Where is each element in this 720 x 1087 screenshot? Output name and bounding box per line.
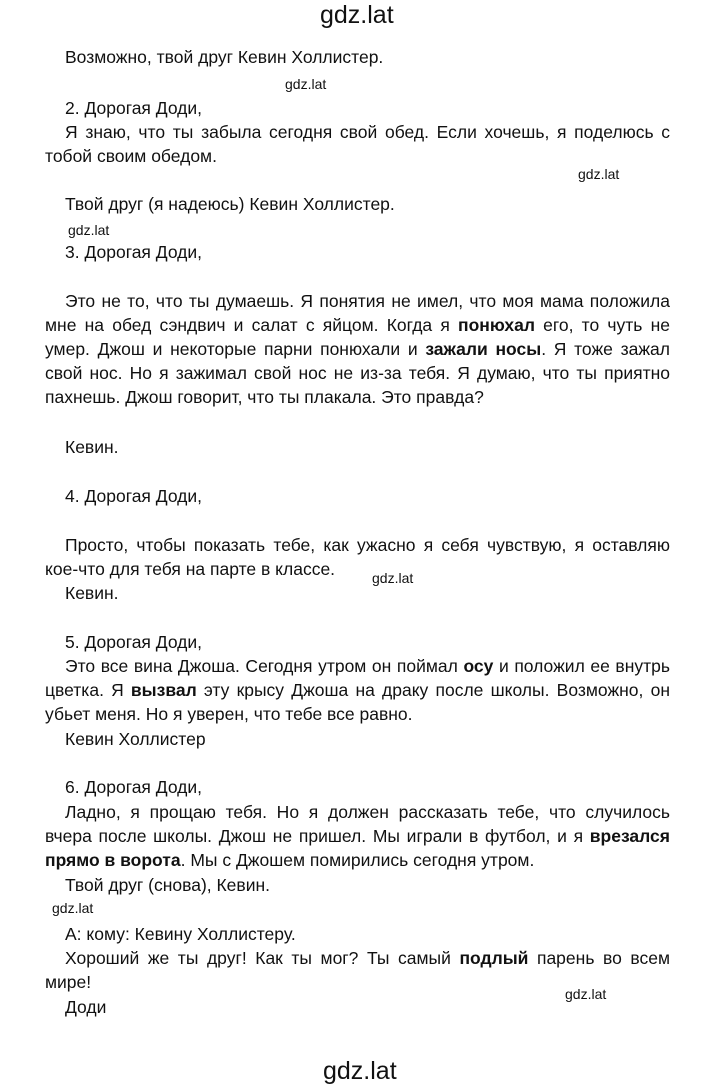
letter-2-body: Я знаю, что ты забыла сегодня свой обед. Если хочешь, я поделюсь с тобой своим обедом. <box>45 122 670 166</box>
bold-word: подлый <box>459 948 529 968</box>
letter-6-body: Ладно, я прощаю тебя. Но я должен рассказать тебе, что случилось вчера после школы. Джош не пришел. Мы играли в футбол, и я врезался прямо в ворота. Мы с Джошем помирились сегодня утром. <box>45 802 670 870</box>
letter-4-body: Просто, чтобы показать тебе, как ужасно я себя чувствую, я оставляю кое-что для тебя на парте в классе. <box>45 535 670 579</box>
letter-5-body: Это все вина Джоша. Сегодня утром он поймал осу и положил ее внутрь цветка. Я вызвал эту крысу Джоша на драку после школы. Возможно, он убьет меня. Но я уверен, что тебе все равно. <box>45 656 670 724</box>
bold-phrase: врезался прямо в ворота <box>45 826 670 870</box>
watermark: gdz.lat <box>578 166 620 182</box>
letter-4-greeting: 4. Дорогая Доди, <box>65 486 203 506</box>
letter-1-signature: Возможно, твой друг Кевин Холлистер. <box>65 47 384 67</box>
watermark: gdz.lat <box>565 986 607 1002</box>
reply-signature: Доди <box>65 997 107 1017</box>
letter-3-body: Это не то, что ты думаешь. Я понятия не имел, что моя мама положила мне на обед сэндвич и салат с яйцом. Когда я понюхал его, то чуть не умер. Джош и некоторые парни понюхали и зажали носы. Я тоже зажал свой нос. Но я зажимал свой нос не из-за тебя. Я думаю, что ты приятно пахнешь. Джош говорит, что ты плакала. Это правда? <box>45 291 670 407</box>
bold-phrase: зажали носы <box>425 339 542 359</box>
watermark-bottom: gdz.lat <box>323 1057 397 1085</box>
watermark: gdz.lat <box>52 900 94 916</box>
letter-6-greeting: 6. Дорогая Доди, <box>65 777 203 797</box>
answer-line: А: кому: Кевину Холлистеру. <box>65 924 296 944</box>
letter-6-signature: Твой друг (снова), Кевин. <box>65 875 271 895</box>
watermark-top: gdz.lat <box>320 1 394 29</box>
letter-5-greeting: 5. Дорогая Доди, <box>65 632 203 652</box>
bold-word: осу <box>463 656 494 676</box>
bold-word: вызвал <box>130 680 197 700</box>
letter-3-greeting: 3. Дорогая Доди, <box>65 242 203 262</box>
bold-word: понюхал <box>458 315 535 335</box>
letter-2-greeting: 2. Дорогая Доди, <box>65 98 203 118</box>
letter-5-signature: Кевин Холлистер <box>65 729 206 749</box>
letter-4-signature: Кевин. <box>65 583 119 603</box>
watermark: gdz.lat <box>372 570 414 586</box>
watermark: gdz.lat <box>68 222 110 238</box>
letter-3-signature: Кевин. <box>65 437 119 457</box>
letter-2-signature: Твой друг (я надеюсь) Кевин Холлистер. <box>65 194 395 214</box>
watermark: gdz.lat <box>285 76 327 92</box>
reply-body: Хороший же ты друг! Как ты мог? Ты самый подлый парень во всем мире! <box>45 948 670 992</box>
